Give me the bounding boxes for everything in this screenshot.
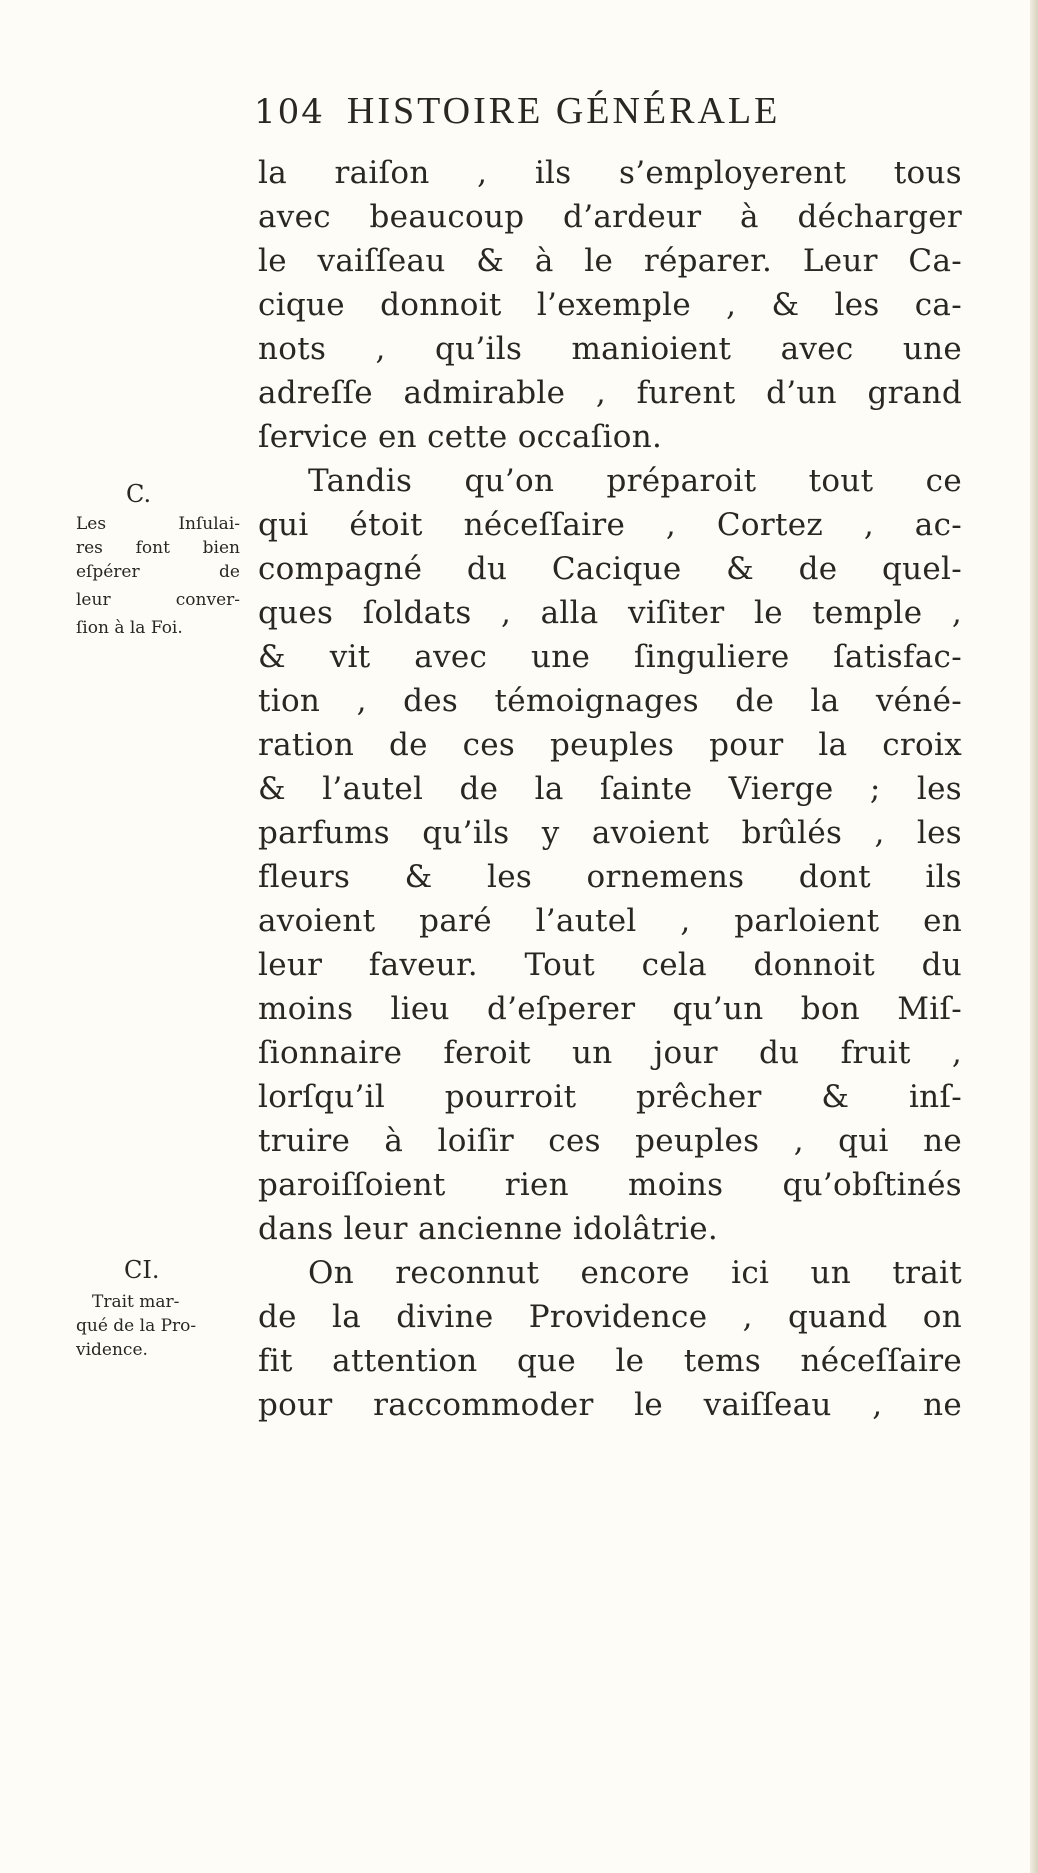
text-line: cique donnoit l’exemple , & les ca- [258, 287, 962, 323]
text-line: tion , des témoignages de la véné- [258, 683, 962, 719]
running-header [254, 88, 914, 138]
text-line: fit attention que le tems néceſſaire [258, 1343, 962, 1379]
marginal-note-line: eſpérer de [76, 562, 240, 582]
text-line: parfums qu’ils y avoient brûlés , les [258, 815, 962, 851]
text-line: compagné du Cacique & de quel- [258, 551, 962, 587]
text-line: lorſqu’il pourroit prêcher & inſ- [258, 1079, 962, 1115]
text-line: ration de ces peuples pour la croix [258, 727, 962, 763]
text-line: qui étoit néceſſaire , Cortez , ac- [258, 507, 962, 543]
text-line: ſionnaire feroit un jour du fruit , [258, 1035, 962, 1071]
text-line: paroiſſoient rien moins qu’obſtinés [258, 1167, 962, 1203]
text-line: ques ſoldats , alla viſiter le temple , [258, 595, 962, 631]
text-line: & l’autel de la ſainte Vierge ; les [258, 771, 962, 807]
text-line: de la divine Providence , quand on [258, 1299, 962, 1335]
text-line: moins lieu d’eſperer qu’un bon Miſ- [258, 991, 962, 1027]
text-line: adreſſe admirable , furent d’un grand [258, 375, 962, 411]
paragraph-start-line: Tandis qu’on préparoit tout ce [308, 463, 962, 499]
text-line: leur faveur. Tout cela donnoit du [258, 947, 962, 983]
paragraph-start-line: On reconnut encore ici un trait [308, 1255, 962, 1291]
marginal-note-line: vidence. [76, 1340, 148, 1360]
text-line: avoient paré l’autel , parloient en [258, 903, 962, 939]
text-line: truire à loiſir ces peuples , qui ne [258, 1123, 962, 1159]
marginal-note-line: ſion à la Foi. [76, 618, 183, 638]
text-line: nots , qu’ils manioient avec une [258, 331, 962, 367]
marginal-note-line: Les Inſulai- [76, 514, 240, 534]
marginal-note-number: C. [126, 480, 152, 508]
text-line: & vit avec une ſinguliere ſatisfac- [258, 639, 962, 675]
marginal-note-number: CI. [124, 1256, 160, 1284]
text-line: avec beaucoup d’ardeur à décharger [258, 199, 962, 235]
text-line: le vaiſſeau & à le réparer. Leur Ca- [258, 243, 962, 279]
marginal-note-line: Trait mar- [92, 1292, 180, 1312]
text-line: dans leur ancienne idolâtrie. [258, 1211, 719, 1247]
marginal-note-line: qué de la Pro- [76, 1316, 197, 1336]
text-line: ſervice en cette occaſion. [258, 419, 663, 455]
running-title: HISTOIRE GÉNÉRALE [346, 90, 781, 132]
text-line: la raiſon , ils s’employerent tous [258, 155, 962, 191]
marginal-note-line: res font bien [76, 538, 240, 558]
text-line: pour raccommoder le vaiſſeau , ne [258, 1387, 962, 1423]
page-number: 104 [254, 92, 325, 132]
text-line: fleurs & les ornemens dont ils [258, 859, 962, 895]
page-edge-shadow [1030, 0, 1038, 1873]
marginal-note-line: leur conver- [76, 590, 240, 610]
